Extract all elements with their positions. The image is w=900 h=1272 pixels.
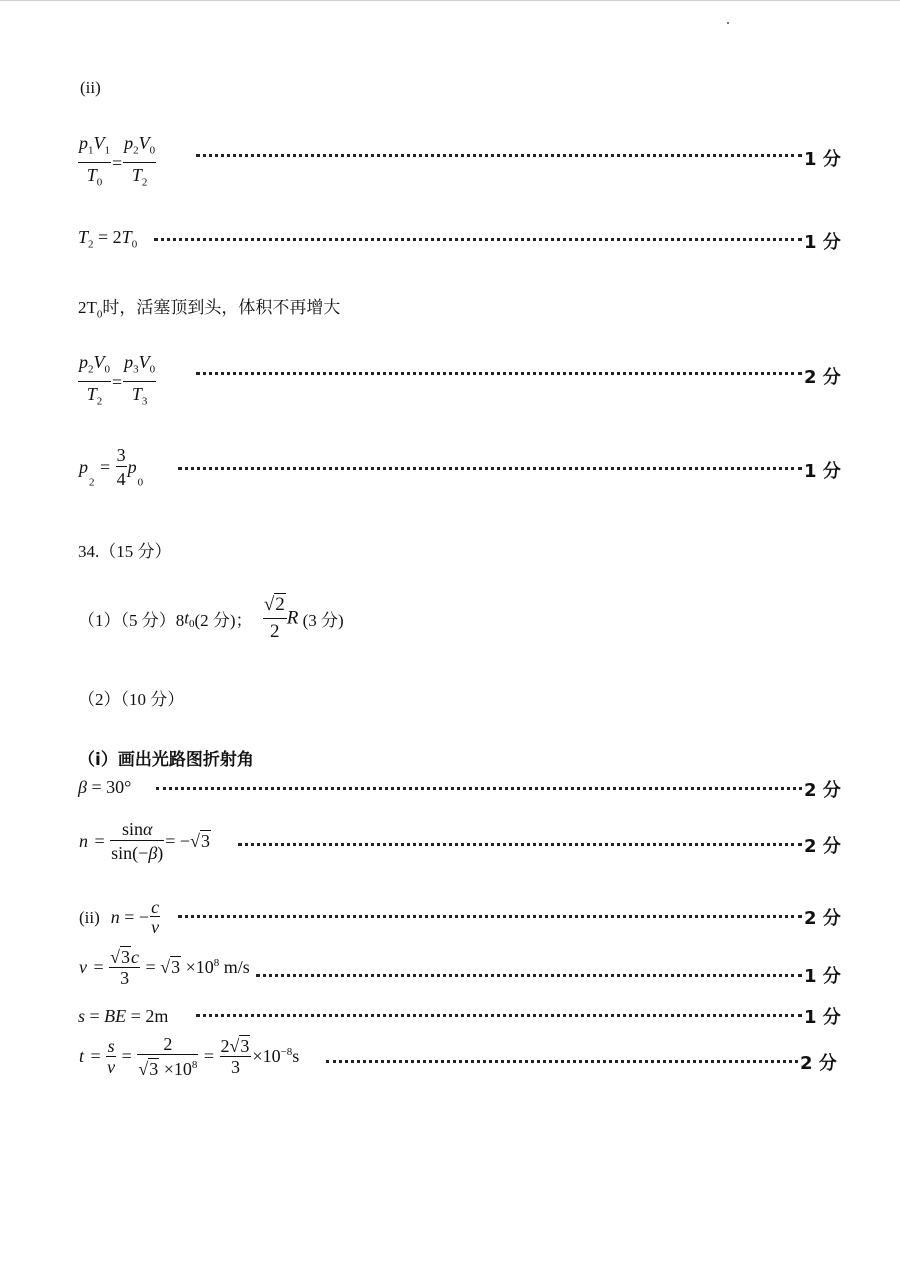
leader-dots: [196, 1014, 802, 1017]
leader-dots: [178, 915, 802, 918]
leader-dots: [238, 843, 802, 846]
score-s: 1 分: [804, 1007, 841, 1028]
q34-part1-mid: (2 分)；: [194, 611, 253, 630]
q34-part1-suffix: (3 分): [298, 611, 344, 630]
equation-refractive-index: n = $\frac{\sin\alpha}{\sin(-\beta)}$ = −√3: [79, 819, 210, 863]
leader-dots: [154, 238, 802, 241]
note-piston: [78, 293, 340, 320]
leader-dots: [196, 154, 802, 157]
score-nc: 2 分: [804, 908, 841, 929]
q34-part1-R: R: [286, 607, 299, 629]
equation-combined-gas-law-2: $\frac{p_2V_0}{T_2}$ = $\frac{p_3V_0}{T_3}$: [79, 352, 156, 408]
equation-t: t = $\frac{s}{v}$ = $\frac{2}{√3 \times 10^8}$ = $\frac{2√3}{3}$ $\times 10^{-8}s$: [79, 1034, 300, 1079]
scan-speck: [727, 22, 729, 24]
score-eq4: 1 分: [804, 461, 841, 482]
leader-dots: [156, 787, 802, 790]
leader-dots: [256, 974, 802, 977]
q34-title: 34.（15 分）: [78, 542, 172, 561]
score-t: 2 分: [800, 1053, 837, 1074]
part-ii-label: (ii): [80, 78, 101, 97]
q34-part2-i-heading: （i）画出光路图折射角: [78, 750, 254, 770]
equation-s: s = BE = 2m: [78, 1006, 169, 1026]
q34-part1-t-sub: 0: [188, 617, 195, 630]
equation-beta: β = 30°: [78, 777, 132, 797]
note-2t0: 2T: [78, 298, 97, 317]
score-beta: 2 分: [804, 780, 841, 801]
q34-part1: [78, 592, 344, 645]
leader-dots: [196, 372, 802, 375]
score-eq1: 1 分: [804, 149, 841, 170]
sqrt2-over-2: $\frac{√2}{2}$: [263, 594, 285, 642]
q34-part1-t: t: [184, 608, 189, 628]
score-n: 2 分: [804, 836, 841, 857]
score-v: 1 分: [804, 966, 841, 987]
q34-part2: （2）（10 分）: [78, 690, 185, 709]
equation-t2: $T_2 = 2T_0$: [78, 227, 138, 251]
score-eq3: 2 分: [804, 367, 841, 388]
note-text: 时，活塞顶到头，体积不再增大: [102, 298, 341, 317]
q34-part1-prefix: （1）（5 分）8: [78, 611, 185, 630]
leader-dots: [326, 1060, 798, 1063]
equation-combined-gas-law-1: $\frac{p_1V_1}{T_0}$ = $\frac{p_2V_0}{T_2}$: [79, 133, 156, 189]
equation-n-cv: (ii) n = − $\frac{c}{v}$: [79, 897, 160, 937]
ii-label: (ii): [79, 907, 100, 927]
top-border: [0, 0, 900, 1]
note-2t0-sub: 0: [96, 308, 103, 321]
leader-dots: [178, 467, 802, 470]
score-eq2: 1 分: [804, 232, 841, 253]
equation-p2: $p_2$ = $\frac{3}{4}$ $p_0$: [79, 445, 144, 489]
equation-v: v = $\frac{√3c}{3}$ = $√3 \times 10^8$ m/s: [79, 947, 250, 988]
